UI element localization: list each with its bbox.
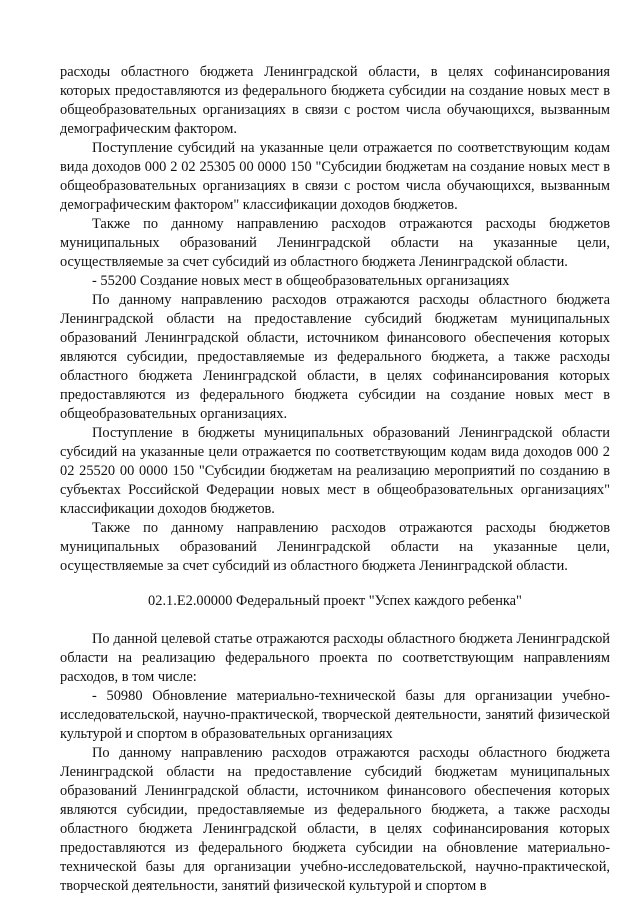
- document-page: [60, 63, 610, 896]
- paragraph-6: Поступление в бюджеты муниципальных образований Ленинградской области субсидий на указанные цели отражается по соответствующим кодам вида доходов 000 2 02 25520 00 0000 150 "Субсидии бюджетам на реализацию мероприятий по созданию в субъектах Российской Федерации новых мест в общеобразовательных организациях" классификации доходов бюджетов.: [60, 425, 610, 517]
- paragraph-2: Поступление субсидий на указанные цели отражается по соответствующим кодам вида доходов 000 2 02 25305 00 0000 150 "Субсидии бюджетам на создание новых мест в общеобразовательных организациях в связи с ростом числа обучающихся, вызванным демографическим фактором" классификации доходов бюджетов.: [60, 140, 610, 213]
- paragraph-3: Также по данному направлению расходов отражаются расходы бюджетов муниципальных образований Ленинградской области на указанные цели, осуществляемые за счет субсидий из областного бюджета Ленинградской области.: [60, 216, 610, 270]
- paragraph-1: расходы областного бюджета Ленинградской области, в целях софинансирования которых предоставляются из федерального бюджета субсидии на создание новых мест в общеобразовательных организациях в связи с ростом числа обучающихся, вызванным демографическим фактором.: [60, 64, 610, 137]
- paragraph-4: - 55200 Создание новых мест в общеобразовательных организациях: [92, 273, 510, 289]
- paragraph-7: Также по данному направлению расходов отражаются расходы бюджетов муниципальных образований Ленинградской области на указанные цели, осуществляемые за счет субсидий из областного бюджета Ленинградской области.: [60, 520, 610, 574]
- paragraph-9: - 50980 Обновление материально-технической базы для организации учебно-исследовательской, научно-практической, творческой деятельности, занятий физической культурой и спортом в образовательных организациях: [60, 688, 610, 742]
- paragraph-10: По данному направлению расходов отражаются расходы областного бюджета Ленинградской области на предоставление субсидий бюджетам муниципальных образований Ленинградской области, источником финансового обеспечения которых являются субсидии, предоставляемые из федерального бюджета, а также расходы областного бюджета Ленинградской области, в целях софинансирования которых предоставляются из федерального бюджета субсидии на обновление материально-технической базы для организации учебно-исследовательской, научно-практической, творческой деятельности, занятий физической культурой и спортом в: [60, 745, 610, 894]
- section-heading: 02.1.Е2.00000 Федеральный проект "Успех каждого ребенка": [148, 593, 522, 609]
- paragraph-5: По данному направлению расходов отражаются расходы областного бюджета Ленинградской области на предоставление субсидий бюджетам муниципальных образований Ленинградской области, источником финансового обеспечения которых являются субсидии, предоставляемые из федерального бюджета, а также расходы областного бюджета Ленинградской области, в целях софинансирования которых предоставляются из федерального бюджета субсидии на создание новых мест в общеобразовательных организациях.: [60, 292, 610, 422]
- paragraph-8: По данной целевой статье отражаются расходы областного бюджета Ленинградской области на реализацию федерального проекта по соответствующим направлениям расходов, в том числе:: [60, 631, 610, 685]
